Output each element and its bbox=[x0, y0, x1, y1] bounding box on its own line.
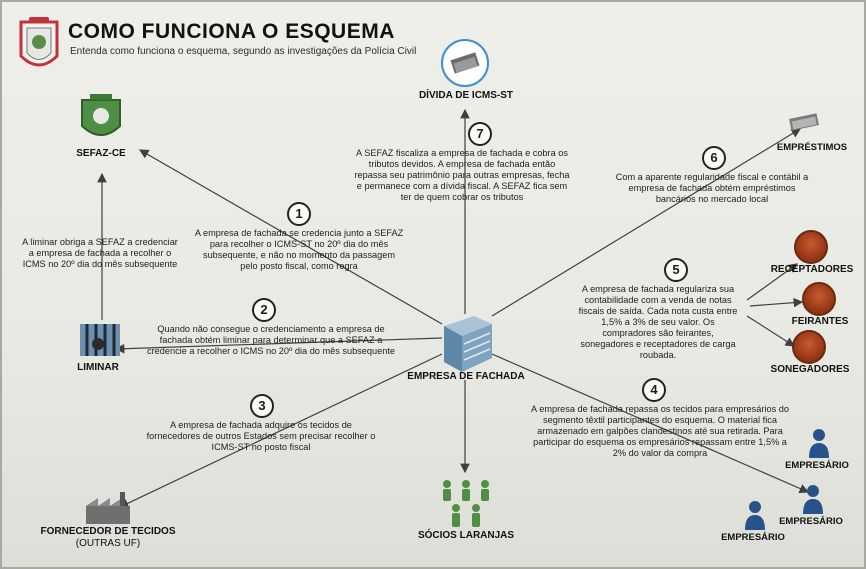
step-1-text: A empresa de fachada se credencia junto a SEFAZ para recolher o ICMS-ST no 20º dia do mês subsequente, e não no momento da passagem pelo posto fiscal, como regra bbox=[194, 228, 404, 271]
step-6-text: Com a aparente regularidade fiscal e contábil a empresa de fachada obtém empréstimos bancários no mercado local bbox=[615, 172, 809, 204]
empresario-label-2: EMPRESÁRIO bbox=[779, 516, 843, 527]
emprestimos-label: EMPRÉSTIMOS bbox=[776, 142, 848, 153]
fornecedor-label: FORNECEDOR DE TECIDOS bbox=[40, 526, 176, 537]
feirantes-avatar-icon bbox=[802, 282, 836, 316]
step-4-text: A empresa de fachada repassa os tecidos para empresários do segmento têxtil participantes do esquema. O material fica armazenado em galpões clandestinos até sua retirada. Para participar do esquema os empresários repassam entre 1,5% a 2% do valor da compra bbox=[531, 404, 789, 458]
empresario-person-icon bbox=[744, 500, 766, 530]
building-icon bbox=[440, 312, 496, 374]
step-6-number: 6 bbox=[702, 146, 726, 170]
cash-stack-icon bbox=[788, 110, 822, 134]
feirantes-label: FEIRANTES bbox=[791, 316, 849, 327]
receptadores-label: RECEPTADORES bbox=[770, 264, 854, 275]
step-3-text: A empresa de fachada adquire os tecidos de fornecedores de outros Estados sem precisar recolher o ICMS-ST no posto fiscal bbox=[146, 420, 376, 452]
page-title: COMO FUNCIONA O ESQUEMA bbox=[68, 20, 395, 43]
receptadores-avatar-icon bbox=[794, 230, 828, 264]
sonegadores-label: SONEGADORES bbox=[770, 364, 850, 375]
sefaz-label: SEFAZ-CE bbox=[76, 148, 126, 159]
empresario-person-icon bbox=[808, 428, 830, 458]
socios-label: SÓCIOS LARANJAS bbox=[417, 530, 515, 541]
liminar-label: LIMINAR bbox=[77, 362, 119, 373]
step-3-number: 3 bbox=[250, 394, 274, 418]
line-to-feirantes bbox=[750, 302, 802, 306]
step-7-number: 7 bbox=[468, 122, 492, 146]
page-subtitle: Entenda como funciona o esquema, segundo as investigações da Polícia Civil bbox=[70, 46, 417, 57]
step-2-text: Quando não consegue o credenciamento a empresa de fachada obtém liminar para determinar que a SEFAZ a credencie a recolher o ICMS no 20º dia do mês subsequente bbox=[147, 324, 395, 356]
empresario-person-icon bbox=[802, 484, 824, 514]
empresario-label-1: EMPRESÁRIO bbox=[785, 460, 849, 471]
step-4-number: 4 bbox=[642, 378, 666, 402]
factory-icon bbox=[84, 492, 132, 526]
socios-people-icon bbox=[438, 478, 494, 530]
step-7-text: A SEFAZ fiscaliza a empresa de fachada e cobra os tributos devidos. A empresa de fachada então repassa seu patrimônio para outras empresas, fecha e permanece com a dívida fiscal. A SEFAZ fica sem ter de quem cobrar os tributos bbox=[354, 148, 570, 202]
prison-bars-icon bbox=[78, 322, 122, 360]
step-1-number: 1 bbox=[287, 202, 311, 226]
policia-seal-icon bbox=[18, 16, 60, 74]
empresa-label: EMPRESA DE FACHADA bbox=[407, 371, 525, 382]
sefaz-ce-emblem-icon bbox=[78, 92, 124, 142]
step-2-number: 2 bbox=[252, 298, 276, 322]
fornecedor-sublabel: (OUTRAS UF) bbox=[75, 538, 141, 549]
empresario-label-3: EMPRESÁRIO bbox=[721, 532, 785, 543]
step-5-number: 5 bbox=[664, 258, 688, 282]
step-5-text: A empresa de fachada regulariza sua contabilidade com a venda de notas fiscais de saída. Cada nota custa entre 1,5% a 3% de seu valor. Os compradores são feirantes, sonegadores e receptadores de carga roubada. bbox=[578, 284, 738, 360]
sonegadores-avatar-icon bbox=[792, 330, 826, 364]
money-stack-icon bbox=[440, 38, 490, 88]
liminar-note: A liminar obriga a SEFAZ a credenciar a empresa de fachada a recolher o ICMS no 20º dia do mês subsequente bbox=[22, 237, 178, 269]
divida-label: DÍVIDA DE ICMS-ST bbox=[418, 90, 514, 101]
